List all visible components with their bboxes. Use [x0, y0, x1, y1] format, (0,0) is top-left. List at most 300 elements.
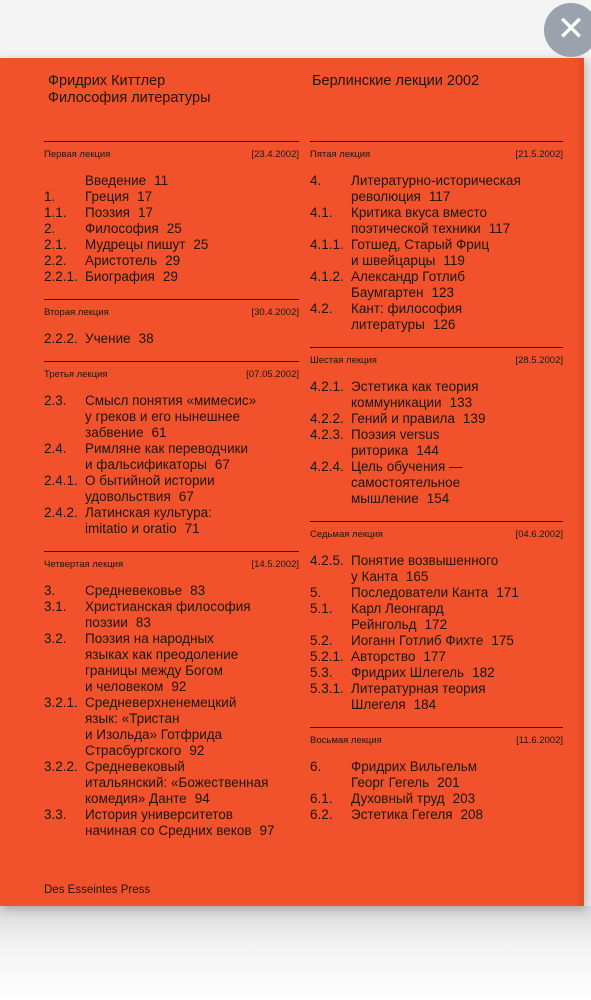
entry-number: 2.4. — [44, 441, 67, 456]
entry-title-text: языках как преодоление — [85, 647, 239, 662]
entry-page: 203 — [452, 791, 476, 806]
lecture-header — [44, 299, 299, 325]
toc-entry — [44, 189, 299, 205]
entry-title-line — [351, 759, 563, 775]
entry-title-text: Понятие возвышенного — [351, 553, 499, 568]
toc-right-column — [310, 141, 563, 837]
entry-page: 11 — [154, 173, 169, 188]
book-cover — [0, 58, 584, 906]
lecture-date: [07.05.2002] — [246, 369, 299, 380]
entry-number: 3.2.2. — [44, 759, 78, 774]
entry-title-line — [351, 807, 563, 823]
lecture-section — [310, 727, 563, 837]
toc-entry — [310, 427, 563, 459]
entry-title-text: и швейцарцы — [351, 253, 436, 268]
entry-title-line — [85, 807, 299, 823]
toc-entry — [310, 665, 563, 681]
entry-title — [351, 633, 563, 649]
entry-page: 126 — [432, 317, 456, 332]
entry-number: 5.3.1. — [310, 681, 344, 696]
entry-title — [85, 173, 299, 189]
entry-title-text: язык: «Тристан — [85, 711, 180, 726]
entry-page: 119 — [443, 253, 465, 268]
entry-title — [351, 459, 563, 507]
lecture-header — [310, 347, 563, 373]
entry-title — [85, 221, 299, 237]
entry-title-line — [85, 695, 299, 711]
entry-title-line — [351, 317, 563, 333]
entry-title-line — [85, 775, 299, 791]
entry-title-text: Эстетика как теория — [351, 379, 479, 394]
entry-number: 2.3. — [44, 393, 67, 408]
lecture-entries — [310, 373, 563, 521]
entry-page: 29 — [162, 269, 178, 284]
entry-number: 4.2.1. — [310, 379, 344, 394]
toc-entry — [44, 331, 299, 347]
entry-number: 3. — [44, 583, 56, 598]
entry-title — [85, 759, 299, 807]
entry-number: 2.4.1. — [44, 473, 78, 488]
entry-title-line — [85, 189, 299, 205]
entry-title-line — [85, 253, 299, 269]
toc-entry — [310, 649, 563, 665]
entry-page: 67 — [214, 457, 230, 472]
entry-title-text: Страсбургского — [85, 743, 182, 758]
entry-title — [351, 681, 563, 713]
entry-page: 29 — [165, 253, 181, 268]
entry-number: 2.2.2. — [44, 331, 78, 346]
entry-page: 67 — [178, 489, 194, 504]
entry-title — [351, 601, 563, 633]
entry-title — [351, 301, 563, 333]
entry-title-text: забвение — [85, 425, 144, 440]
lecture-name: Восьмая лекция — [310, 735, 382, 746]
entry-title-text: Учение — [85, 331, 131, 346]
entry-title-text: мышление — [351, 491, 419, 506]
entry-title — [351, 237, 563, 269]
toc-entry — [310, 633, 563, 649]
entry-title-text: Средневерхненемецкий — [85, 695, 237, 710]
entry-title-line — [85, 473, 299, 489]
entry-title-line — [85, 647, 299, 663]
entry-number: 6. — [310, 759, 322, 774]
entry-number: 2.2. — [44, 253, 67, 268]
entry-title-text: Духовный труд — [351, 791, 445, 806]
publisher-name: Des Esseintes Press — [44, 884, 151, 896]
entry-title-text: и фальсификаторы — [85, 457, 207, 472]
entry-title-text: риторика — [351, 443, 409, 458]
toc-entry — [310, 553, 563, 585]
entry-title-line — [85, 221, 299, 237]
entry-title-text: Христианская философия — [85, 599, 251, 614]
toc-entry — [310, 379, 563, 411]
entry-title-line — [85, 791, 299, 807]
toc-entry — [44, 505, 299, 537]
entry-title-line — [85, 489, 299, 505]
entry-title-line — [351, 301, 563, 317]
entry-title-text: Фридрих Вильгельм — [351, 759, 478, 774]
entry-title-text: Средневековье — [85, 583, 183, 598]
lecture-name: Вторая лекция — [44, 307, 109, 318]
toc-entry — [44, 173, 299, 189]
toc-entry — [44, 695, 299, 759]
entry-title-text: Греция — [85, 189, 130, 204]
lecture-name: Седьмая лекция — [310, 529, 383, 540]
entry-page: 38 — [138, 331, 154, 346]
toc-entry — [44, 759, 299, 807]
entry-number: 2. — [44, 221, 56, 236]
entry-title — [351, 553, 563, 585]
entry-title-line — [351, 459, 563, 475]
entry-title-line — [85, 711, 299, 727]
lecture-section — [310, 141, 563, 347]
entry-title-line — [85, 269, 299, 285]
entry-title-text: начиная со Средних веков — [85, 823, 252, 838]
entry-title-text: Иоганн Готлиб Фихте — [351, 633, 484, 648]
lecture-entries — [44, 325, 299, 361]
entry-title-text: Баумгартен — [351, 285, 424, 300]
entry-title — [351, 205, 563, 237]
entry-title-line — [85, 393, 299, 409]
entry-title-text: и человеком — [85, 679, 164, 694]
entry-title-line — [351, 553, 563, 569]
lecture-header — [310, 727, 563, 753]
entry-title-line — [85, 331, 299, 347]
entry-number: 6.2. — [310, 807, 333, 822]
entry-title-line — [351, 681, 563, 697]
cover-edge — [578, 58, 584, 906]
entry-title-text: Георг Гегель — [351, 775, 430, 790]
toc-entry — [44, 583, 299, 599]
lecture-section — [310, 521, 563, 727]
entry-page: 97 — [259, 823, 275, 838]
entry-page: 182 — [472, 665, 495, 680]
entry-title — [85, 269, 299, 285]
entry-number: 5.2. — [310, 633, 333, 648]
entry-title-line — [85, 205, 299, 221]
entry-title-text: поэтической техники — [351, 221, 481, 236]
entry-title-text: Средневековый — [85, 759, 185, 774]
entry-number: 6.1. — [310, 791, 333, 806]
lecture-date: [14.5.2002] — [251, 559, 299, 570]
entry-title — [85, 237, 299, 253]
entry-title — [351, 649, 563, 665]
entry-number: 3.2. — [44, 631, 67, 646]
toc-entry — [310, 681, 563, 713]
entry-title — [85, 331, 299, 347]
entry-title-text: Цель обучения — — [351, 459, 463, 474]
toc-entry — [44, 599, 299, 631]
entry-page: 94 — [194, 791, 210, 806]
lecture-date: [11.6.2002] — [516, 735, 563, 746]
entry-number: 4.1.2. — [310, 269, 344, 284]
entry-page: 184 — [413, 697, 437, 712]
entry-title-text: Поэзия — [85, 205, 130, 220]
entry-number: 2.2.1. — [44, 269, 78, 284]
entry-title — [351, 173, 563, 205]
entry-title-line — [85, 679, 299, 695]
entry-title — [85, 205, 299, 221]
entry-number: 1. — [44, 189, 56, 204]
entry-title-text: История университетов — [85, 807, 233, 822]
lecture-name: Четвертая лекция — [44, 559, 124, 570]
entry-title-line — [351, 173, 563, 189]
toc-entry — [310, 237, 563, 269]
entry-title-line — [351, 585, 563, 601]
entry-title-line — [85, 425, 299, 441]
entry-page: 165 — [405, 569, 429, 584]
entry-number: 2.4.2. — [44, 505, 78, 520]
entry-title-text: Биография — [85, 269, 155, 284]
lecture-entries — [44, 167, 299, 299]
entry-number: 4. — [310, 173, 322, 188]
lecture-date: [23.4.2002] — [251, 149, 299, 160]
author-name: Фридрих Киттлер — [48, 73, 166, 89]
entry-title-text: Мудрецы пишут — [85, 237, 186, 252]
entry-title-text: революция — [351, 189, 421, 204]
toc-entry — [44, 253, 299, 269]
entry-title — [85, 189, 299, 205]
entry-page: 139 — [462, 411, 486, 426]
lecture-name: Пятая лекция — [310, 149, 371, 160]
entry-page: 133 — [449, 395, 473, 410]
lecture-entries — [44, 387, 299, 551]
entry-title-text: Последователи Канта — [351, 585, 489, 600]
toc-entry — [44, 237, 299, 253]
entry-page: 154 — [426, 491, 450, 506]
entry-title — [85, 599, 299, 631]
entry-title-line — [351, 205, 563, 221]
entry-number: 3.2.1. — [44, 695, 78, 710]
lecture-entries — [310, 753, 563, 837]
entry-title-line — [85, 615, 299, 631]
entry-title — [85, 807, 299, 839]
entry-title-line — [85, 583, 299, 599]
toc-left-column — [44, 141, 299, 853]
entry-title-text: литературы — [351, 317, 425, 332]
toc-entry — [310, 205, 563, 237]
entry-title — [85, 441, 299, 473]
entry-title-line — [351, 791, 563, 807]
entry-title-text: комедия» Данте — [85, 791, 187, 806]
lecture-name: Третья лекция — [44, 369, 108, 380]
entry-title-line — [351, 443, 563, 459]
viewer-top-band — [0, 0, 591, 58]
toc-entry — [44, 221, 299, 237]
entry-title-line — [85, 505, 299, 521]
entry-title-text: Эстетика Гегеля — [351, 807, 453, 822]
entry-title-line — [351, 601, 563, 617]
toc-entry — [310, 269, 563, 301]
entry-page: 177 — [423, 649, 446, 664]
entry-title-text: самостоятельное — [351, 475, 461, 490]
entry-title-line — [85, 727, 299, 743]
entry-title-line — [351, 221, 563, 237]
entry-title-line — [85, 441, 299, 457]
entry-title-text: удовольствия — [85, 489, 171, 504]
entry-title — [351, 427, 563, 459]
toc-entry — [310, 301, 563, 333]
toc-entry — [310, 791, 563, 807]
entry-title-line — [85, 599, 299, 615]
entry-title-line — [351, 775, 563, 791]
entry-title-text: Критика вкуса вместо — [351, 205, 488, 220]
entry-title-text: у Канта — [351, 569, 398, 584]
entry-page: 172 — [424, 617, 448, 632]
entry-number: 5.3. — [310, 665, 333, 680]
entry-title — [351, 585, 563, 601]
entry-page: 175 — [491, 633, 514, 648]
entry-title-text: Карл Леонгард — [351, 601, 444, 616]
lecture-name: Первая лекция — [44, 149, 111, 160]
toc-entry — [44, 269, 299, 285]
entry-page: 83 — [135, 615, 151, 630]
entry-title — [85, 473, 299, 505]
entry-number — [44, 173, 85, 189]
entry-title-line — [351, 633, 563, 649]
cover-header-left — [48, 73, 211, 107]
lecture-section — [310, 347, 563, 521]
entry-page: 201 — [437, 775, 460, 790]
entry-title — [85, 583, 299, 599]
entry-number: 3.3. — [44, 807, 67, 822]
entry-number: 4.2.5. — [310, 553, 344, 568]
entry-title-text: итальянский: «Божественная — [85, 775, 269, 790]
entry-number: 5.2.1. — [310, 649, 344, 664]
toc-entry — [310, 601, 563, 633]
entry-title-text: Литературная теория — [351, 681, 486, 696]
toc-entry — [310, 585, 563, 601]
entry-title-line — [85, 173, 299, 189]
entry-number: 5. — [310, 585, 322, 600]
entry-number: 4.2. — [310, 301, 333, 316]
lecture-header — [44, 141, 299, 167]
entry-title-text: Авторство — [351, 649, 416, 664]
entry-title-line — [85, 663, 299, 679]
entry-title-text: Аристотель — [85, 253, 158, 268]
entry-title-line — [351, 285, 563, 301]
lecture-header — [310, 141, 563, 167]
lecture-header — [44, 551, 299, 577]
toc-entry — [310, 807, 563, 823]
entry-title-line — [351, 379, 563, 395]
entry-title-text: Готшед, Старый Фриц — [351, 237, 490, 252]
entry-page: 171 — [496, 585, 519, 600]
entry-title-line — [85, 237, 299, 253]
lecture-date: [04.6.2002] — [515, 529, 563, 540]
entry-title — [351, 379, 563, 411]
entry-title-text: О бытийной истории — [85, 473, 215, 488]
entry-title-text: imitatio и oratio — [85, 521, 177, 536]
entry-title-line — [351, 253, 563, 269]
entry-title-line — [351, 649, 563, 665]
entry-title-text: Рейнгольд — [351, 617, 417, 632]
entry-page: 71 — [184, 521, 200, 536]
entry-title-line — [85, 521, 299, 537]
entry-number: 5.1. — [310, 601, 333, 616]
entry-title-line — [351, 697, 563, 713]
lecture-name: Шестая лекция — [310, 355, 377, 366]
lecture-date: [21.5.2002] — [515, 149, 563, 160]
entry-page: 83 — [190, 583, 206, 598]
entry-title-line — [351, 411, 563, 427]
entry-title-line — [85, 457, 299, 473]
entry-title-text: Смысл понятия «мимесис» — [85, 393, 257, 408]
entry-title-line — [351, 475, 563, 491]
entry-title-line — [85, 823, 299, 839]
entry-title — [351, 269, 563, 301]
lecture-date: [28.5.2002] — [515, 355, 563, 366]
entry-title — [85, 505, 299, 537]
lecture-entries — [310, 167, 563, 347]
entry-number: 4.2.3. — [310, 427, 344, 442]
close-icon: ✕ — [556, 9, 586, 49]
entry-page: 61 — [151, 425, 167, 440]
entry-page: 17 — [137, 189, 153, 204]
entry-title-line — [85, 631, 299, 647]
entry-number: 2.1. — [44, 237, 67, 252]
entry-title-line — [85, 409, 299, 425]
entry-title — [85, 695, 299, 759]
close-button[interactable] — [544, 3, 591, 57]
entry-title-text: Шлегеля — [351, 697, 406, 712]
entry-title — [351, 807, 563, 823]
toc-entry — [310, 411, 563, 427]
entry-title — [351, 759, 563, 791]
entry-title-text: у греков и его нынешнее — [85, 409, 241, 424]
entry-page: 208 — [460, 807, 484, 822]
entry-title-text: коммуникации — [351, 395, 442, 410]
toc-entry — [44, 807, 299, 839]
entry-title — [351, 411, 563, 427]
entry-title-text: Латинская культура: — [85, 505, 212, 520]
toc-entry — [44, 631, 299, 695]
entry-title — [351, 791, 563, 807]
entry-number: 4.2.2. — [310, 411, 344, 426]
entry-title-text: Введение — [85, 173, 147, 188]
entry-title-text: Фридрих Шлегель — [351, 665, 465, 680]
toc-entry — [310, 459, 563, 507]
lecture-entries — [44, 577, 299, 853]
entry-page: 17 — [138, 205, 154, 220]
toc-entry — [310, 173, 563, 205]
entry-number: 4.1. — [310, 205, 333, 220]
entry-title — [85, 253, 299, 269]
book-title: Философия литературы — [48, 90, 211, 106]
toc-entry — [44, 473, 299, 505]
entry-page: 144 — [416, 443, 439, 458]
entry-page: 123 — [431, 285, 454, 300]
entry-title-text: Поэзия на народных — [85, 631, 214, 646]
entry-title-line — [351, 569, 563, 585]
toc-entry — [44, 441, 299, 473]
entry-title-line — [85, 743, 299, 759]
entry-number: 3.1. — [44, 599, 67, 614]
lecture-date: [30.4.2002] — [251, 307, 299, 318]
entry-page: 25 — [193, 237, 209, 252]
entry-title-text: Римляне как переводчики — [85, 441, 249, 456]
entry-title-text: поэзии — [85, 615, 128, 630]
lecture-section — [44, 141, 299, 299]
entry-title-line — [351, 237, 563, 253]
entry-page: 25 — [166, 221, 182, 236]
toc-entry — [44, 393, 299, 441]
entry-title-line — [85, 759, 299, 775]
entry-title-text: Кант: философия — [351, 301, 463, 316]
entry-title-line — [351, 427, 563, 443]
lecture-header — [44, 361, 299, 387]
lecture-header — [310, 521, 563, 547]
